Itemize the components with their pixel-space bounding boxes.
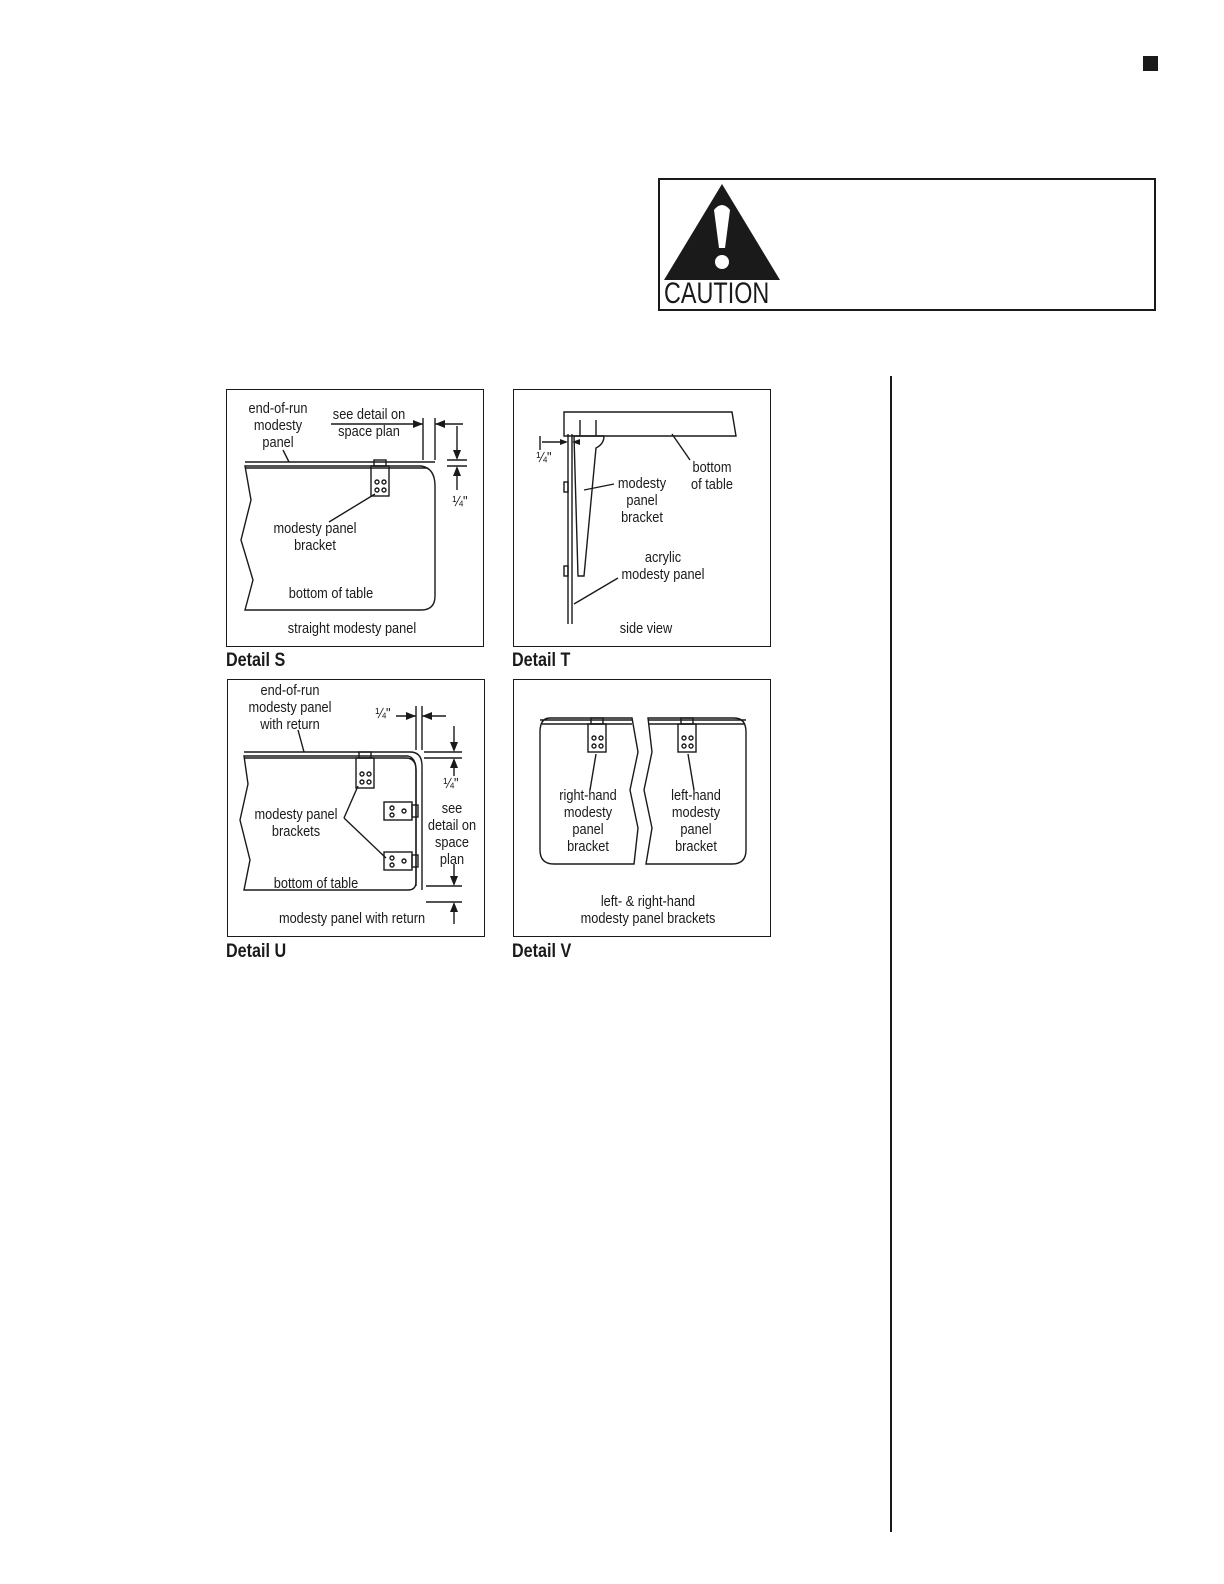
- quarter-inch-side-label: ¼": [443, 776, 459, 792]
- detail-v-title: Detail V: [512, 941, 572, 962]
- caption-label: left- & right-hand modesty panel brackets: [580, 894, 716, 927]
- end-of-run-label: end-of-run modesty panel: [248, 401, 308, 451]
- quarter-inch-label: ¼": [536, 450, 552, 466]
- detail-s-figure: [226, 389, 484, 647]
- detail-s-title: Detail S: [226, 650, 286, 671]
- caution-label: CAUTION: [664, 277, 770, 310]
- caution-box: [658, 178, 1156, 311]
- quarter-inch-top-label: ¼": [375, 706, 391, 722]
- quarter-inch-label: ¼": [452, 494, 468, 510]
- bottom-of-table-label: bottom of table: [273, 876, 359, 892]
- left-hand-bracket-label: left-hand modesty panel bracket: [671, 788, 721, 855]
- bracket-label: modesty panel bracket: [273, 521, 357, 554]
- caption-label: modesty panel with return: [278, 911, 426, 927]
- brackets-label: modesty panel brackets: [254, 807, 338, 840]
- detail-u-figure: [227, 679, 485, 937]
- column-divider: [890, 376, 892, 1532]
- bracket-label: modesty panel bracket: [617, 476, 667, 526]
- detail-v-figure: [513, 679, 771, 937]
- detail-u-title: Detail U: [226, 941, 287, 962]
- caption-label: side view: [619, 621, 673, 637]
- corner-square-mark: [1143, 56, 1158, 71]
- end-of-run-label: end-of-run modesty panel with return: [248, 683, 332, 733]
- right-hand-bracket-label: right-hand modesty panel bracket: [559, 788, 617, 855]
- bottom-of-table-label: bottom of table: [288, 586, 374, 602]
- detail-t-figure: [513, 389, 771, 647]
- see-detail-label: see detail on space plan: [427, 801, 477, 868]
- acrylic-panel-label: acrylic modesty panel: [621, 550, 705, 583]
- see-detail-label: see detail on space plan: [332, 407, 406, 440]
- detail-t-title: Detail T: [512, 650, 571, 671]
- caption-label: straight modesty panel: [287, 621, 417, 637]
- warning-triangle-icon: [662, 182, 782, 282]
- bottom-of-table-label: bottom of table: [691, 460, 733, 493]
